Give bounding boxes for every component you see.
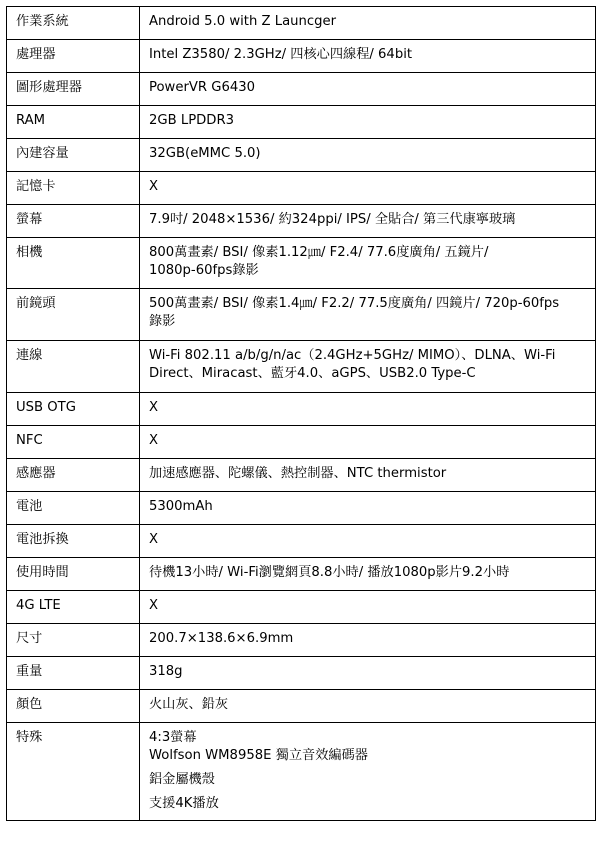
spec-label: 相機 (7, 238, 140, 289)
spec-label: 作業系統 (7, 7, 140, 40)
spec-label: USB OTG (7, 393, 140, 426)
spec-row (7, 73, 596, 106)
spec-label: 處理器 (7, 40, 140, 73)
spec-value-line: Wi-Fi 802.11 a/b/g/n/ac（2.4GHz+5GHz/ MIMO）、DLNA、Wi-Fi (149, 348, 556, 363)
spec-table-body (7, 7, 596, 821)
spec-row (7, 289, 596, 341)
spec-value-line: X (149, 179, 159, 194)
spec-value-line: Wolfson WM8958E 獨立音效編碼器 (149, 748, 368, 763)
spec-value (140, 558, 596, 591)
spec-label: 尺寸 (7, 624, 140, 657)
spec-value-line: PowerVR G6430 (149, 80, 256, 95)
spec-row (7, 723, 596, 821)
spec-row (7, 139, 596, 172)
spec-table (6, 6, 596, 821)
spec-label: 4G LTE (7, 591, 140, 624)
spec-label: 重量 (7, 657, 140, 690)
spec-value (140, 73, 596, 106)
spec-value-line: 4:3螢幕 (149, 730, 197, 745)
spec-value (140, 591, 596, 624)
spec-row (7, 624, 596, 657)
spec-value-line: 500萬畫素/ BSI/ 像素1.4㎛/ F2.2/ 77.5度廣角/ 四鏡片/ 720p-60fps (149, 296, 560, 311)
spec-label: 螢幕 (7, 205, 140, 238)
spec-row (7, 341, 596, 393)
spec-row (7, 525, 596, 558)
spec-label: 圖形處理器 (7, 73, 140, 106)
spec-value (140, 40, 596, 73)
spec-value-line: 支援4K播放 (149, 796, 219, 811)
spec-value (140, 525, 596, 558)
spec-label: 電池拆換 (7, 525, 140, 558)
spec-value-line: X (149, 532, 159, 547)
spec-value-line: 錄影 (149, 314, 176, 329)
spec-value (140, 139, 596, 172)
spec-label: 記憶卡 (7, 172, 140, 205)
spec-value-line: 火山灰、鉛灰 (149, 697, 229, 712)
spec-value-line: 待機13小時/ Wi-Fi瀏覽網頁8.8小時/ 播放1080p影片9.2小時 (149, 565, 510, 580)
spec-value (140, 238, 596, 289)
spec-value-line: 鋁金屬機殼 (149, 772, 215, 787)
spec-value-line: Android 5.0 with Z Launcger (149, 14, 337, 29)
spec-row (7, 591, 596, 624)
spec-label: 連線 (7, 341, 140, 393)
spec-value-line: 800萬畫素/ BSI/ 像素1.12㎛/ F2.4/ 77.6度廣角/ 五鏡片/ (149, 245, 489, 260)
spec-value-line: Intel Z3580/ 2.3GHz/ 四核心四線程/ 64bit (149, 47, 413, 62)
spec-value-line: 1080p-60fps錄影 (149, 263, 259, 278)
spec-value (140, 492, 596, 525)
spec-row (7, 172, 596, 205)
spec-value-line: 7.9吋/ 2048×1536/ 約324ppi/ IPS/ 全貼合/ 第三代康寧玻璃 (149, 212, 516, 227)
spec-value (140, 205, 596, 238)
spec-label: 內建容量 (7, 139, 140, 172)
spec-row (7, 205, 596, 238)
spec-row (7, 558, 596, 591)
spec-value (140, 106, 596, 139)
spec-value-line: X (149, 433, 159, 448)
spec-value (140, 657, 596, 690)
spec-value-line: X (149, 400, 159, 415)
spec-row (7, 690, 596, 723)
spec-row (7, 106, 596, 139)
spec-row (7, 393, 596, 426)
spec-row (7, 657, 596, 690)
spec-label: 電池 (7, 492, 140, 525)
spec-label: 感應器 (7, 459, 140, 492)
spec-value (140, 393, 596, 426)
spec-value (140, 172, 596, 205)
spec-row (7, 492, 596, 525)
spec-row (7, 426, 596, 459)
spec-row (7, 7, 596, 40)
spec-value-line: 200.7×138.6×6.9mm (149, 631, 294, 646)
spec-label: 特殊 (7, 723, 140, 821)
spec-value-line: 5300mAh (149, 499, 213, 514)
spec-label: 使用時間 (7, 558, 140, 591)
spec-value-line: 2GB LPDDR3 (149, 113, 235, 128)
spec-value (140, 723, 596, 821)
spec-row (7, 459, 596, 492)
spec-value-line: 加速感應器、陀螺儀、熱控制器、NTC thermistor (149, 466, 447, 481)
spec-value (140, 426, 596, 459)
spec-value (140, 624, 596, 657)
spec-value-line: X (149, 598, 159, 613)
spec-value-line: 318g (149, 664, 183, 679)
spec-value (140, 341, 596, 393)
spec-label: NFC (7, 426, 140, 459)
spec-value (140, 7, 596, 40)
spec-value (140, 459, 596, 492)
spec-value-line: 32GB(eMMC 5.0) (149, 146, 261, 161)
spec-value (140, 690, 596, 723)
spec-row (7, 40, 596, 73)
spec-row (7, 238, 596, 289)
spec-label: RAM (7, 106, 140, 139)
spec-label: 前鏡頭 (7, 289, 140, 341)
spec-label: 顏色 (7, 690, 140, 723)
spec-value-line: Direct、Miracast、藍牙4.0、aGPS、USB2.0 Type-C (149, 366, 476, 381)
spec-value (140, 289, 596, 341)
